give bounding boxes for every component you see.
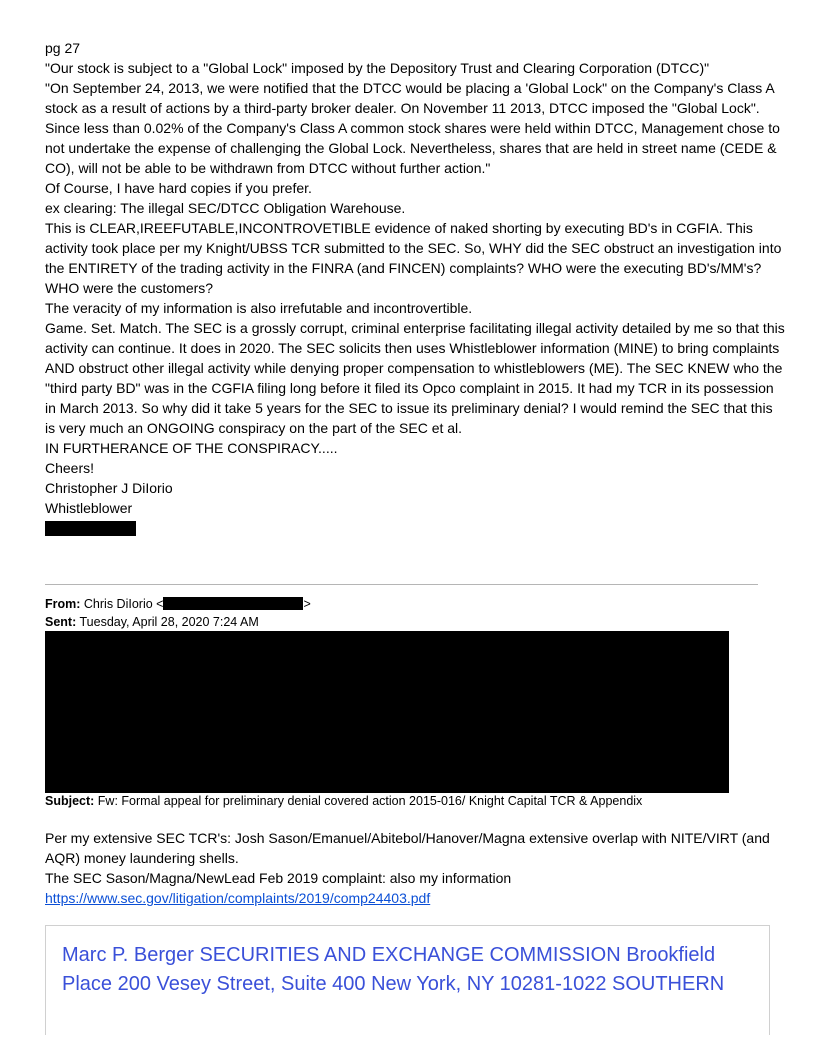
complaint-link[interactable]: https://www.sec.gov/litigation/complaints/2019/comp24403.pdf <box>45 890 431 906</box>
email-header <box>45 595 745 631</box>
redaction-block <box>45 631 729 793</box>
from-line <box>45 595 745 613</box>
from-close: > <box>303 597 311 611</box>
signature-name: Christopher J DiIorio <box>45 480 173 496</box>
body-paragraph: IN FURTHERANCE OF THE CONSPIRACY..... <box>45 440 338 456</box>
redaction-block <box>163 597 303 610</box>
body-paragraph: Game. Set. Match. The SEC is a grossly corrupt, criminal enterprise facilitating illegal activity detailed by me so that this activity can continue. It does in 2020. The SEC solicits then uses Whistleblower information (MINE) to bring complaints AND obstruct other illegal activity while denying proper compensation to whistleblowers (ME). The SEC KNEW who the "third party BD" was in the CGFIA filing long before it filed its Opco complaint in 2015. It had my TCR in its possession in March 2013. So why did it take 5 years for the SEC to issue its preliminary denial? I would remind the SEC that this is very much an ONGOING conspiracy on the part of the SEC et al. <box>45 320 785 436</box>
page-number: pg 27 <box>45 40 81 56</box>
sent-label: Sent: <box>45 615 77 629</box>
body-paragraph: The veracity of my information is also irrefutable and incontrovertible. <box>45 300 473 316</box>
subject-line <box>45 792 765 810</box>
address-card <box>45 925 770 1035</box>
sent-value: Tuesday, April 28, 2020 7:24 AM <box>79 615 259 629</box>
from-name: Chris DiIorio < <box>83 597 164 611</box>
signature-title: Whistleblower <box>45 500 133 516</box>
from-label: From: <box>45 597 81 611</box>
address-card-text: Marc P. Berger SECURITIES AND EXCHANGE COMMISSION Brookfield Place 200 Vesey Street, Suite 400 New York, NY 10281-1022 SOUTHERN <box>62 944 725 995</box>
divider <box>45 584 758 585</box>
body-paragraph: "Our stock is subject to a "Global Lock" imposed by the Depository Trust and Clearing Corporation (DTCC)" <box>45 60 710 76</box>
subject-label: Subject: <box>45 794 95 808</box>
forwarded-body <box>45 828 785 908</box>
redaction-block <box>45 521 136 536</box>
subject-value: Fw: Formal appeal for preliminary denial covered action 2015-016/ Knight Capital TCR & Appendix <box>97 794 643 808</box>
sent-line <box>45 613 745 631</box>
email-body <box>45 38 785 536</box>
body-paragraph: Per my extensive SEC TCR's: Josh Sason/Emanuel/Abitebol/Hanover/Magna extensive overlap with NITE/VIRT (and AQR) money laundering shells. <box>45 830 770 866</box>
body-paragraph: ex clearing: The illegal SEC/DTCC Obligation Warehouse. <box>45 200 406 216</box>
body-paragraph: "On September 24, 2013, we were notified that the DTCC would be placing a 'Global Lock" on the Company's Class A stock as a result of actions by a third-party broker dealer. On November 11 2013, DTCC imposed the "Global Lock". Since less than 0.02% of the Company's Class A common stock shares were held within DTCC, Management chose to not undertake the expense of challenging the Global Lock. Nevertheless, shares that are held in street name (CEDE & CO), will not be able to be withdrawn from DTCC without further action." <box>45 80 780 176</box>
body-paragraph: The SEC Sason/Magna/NewLead Feb 2019 complaint: also my information <box>45 870 512 886</box>
sign-off: Cheers! <box>45 460 95 476</box>
body-paragraph: Of Course, I have hard copies if you prefer. <box>45 180 312 196</box>
body-paragraph: This is CLEAR,IREEFUTABLE,INCONTROVETIBLE evidence of naked shorting by executing BD's in CGFIA. This activity took place per my Knight/UBSS TCR submitted to the SEC. So, WHY did the SEC obstruct an investigation into the ENTIRETY of the trading activity in the FINRA (and FINCEN) complaints? WHO were the executing BD's/MM's? WHO were the customers? <box>45 220 782 296</box>
